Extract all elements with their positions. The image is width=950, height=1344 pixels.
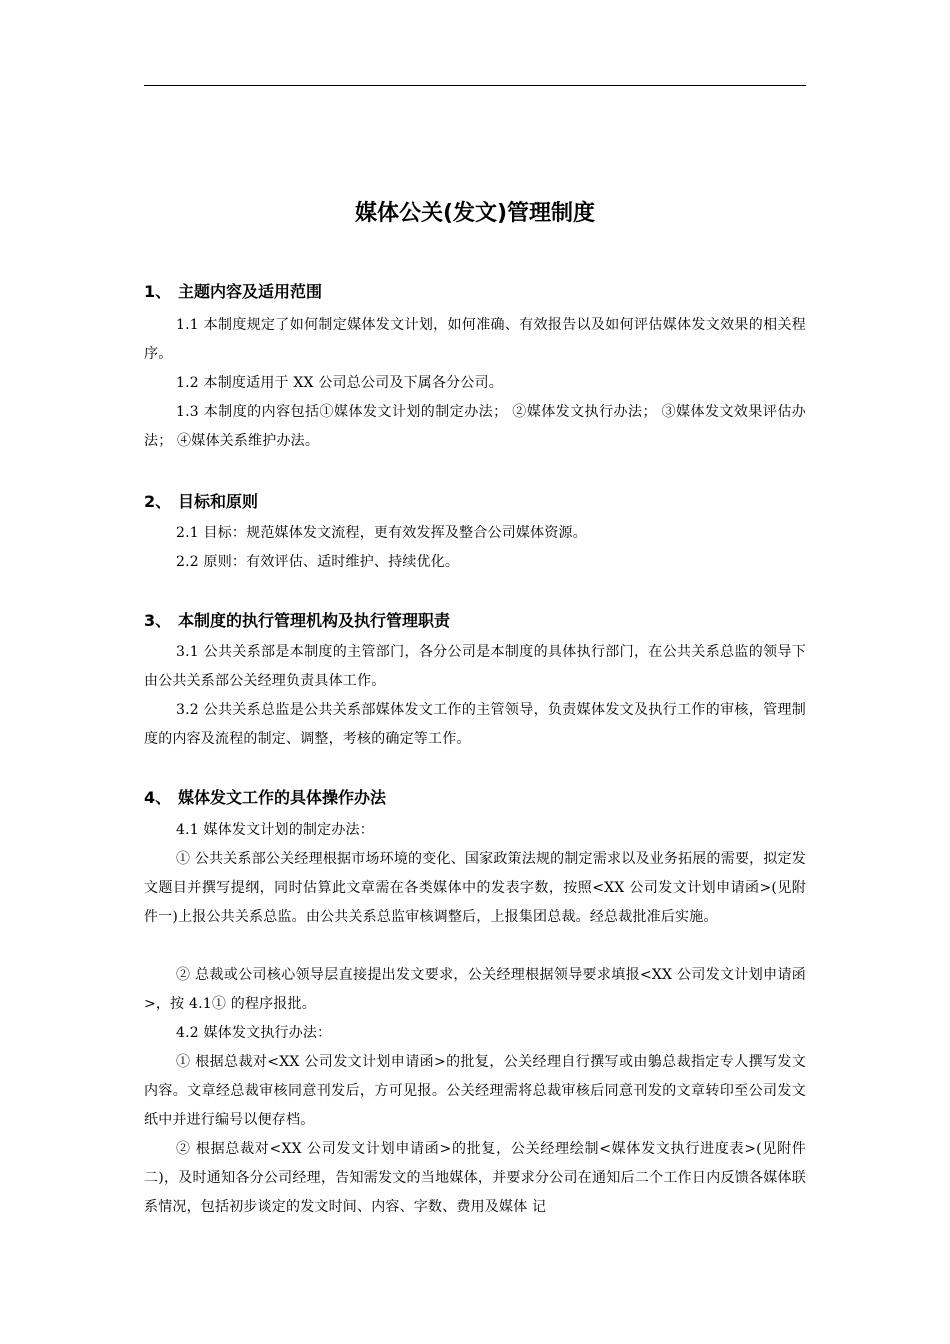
section-number: 1、 — [144, 282, 172, 301]
paragraph-1-2: 1.2 本制度适用于 XX 公司总公司及下属各分公司。 — [176, 375, 503, 391]
section-title: 目标和原则 — [178, 492, 259, 511]
section-heading-2 — [144, 490, 806, 514]
paragraph-4-1: 4.1 媒体发文计划的制定办法： — [176, 822, 374, 838]
paragraph-1-3: 1.3 本制度的内容包括①媒体发文计划的制定办法； ②媒体发文执行办法； ③媒体发文效果评估办法； ④媒体关系维护办法。 — [144, 404, 806, 449]
paragraph-1-1: 1.1 本制度规定了如何制定媒体发文计划，如何准确、有效报告以及如何评估媒体发文效果的相关程序。 — [144, 317, 806, 362]
paragraph-4-5: ① 根据总裁对<XX 公司发文计划申请函>的批复，公关经理自行撰写或由鵢总裁指定专人撰写发文内容。文章经总裁审核同意刊发后，方可见报。公关经理需将总裁审核后同意刊发的文章转印至公司发文纸中并进行编号以便存档。 — [144, 1054, 806, 1128]
section-heading-4 — [144, 786, 806, 810]
paragraph-4-4: 4.2 媒体发文执行办法： — [176, 1025, 332, 1041]
section-heading-1 — [144, 280, 806, 304]
paragraph-2-1: 2.1 目标：规范媒体发文流程，更有效发挥及整合公司媒体资源。 — [176, 525, 587, 541]
section-number: 3、 — [144, 611, 172, 630]
paragraph-4-3: ② 总裁或公司核心领导层直接提出发文要求，公关经理根据领导要求填报<XX 公司发文计划申请函>，按 4.1① 的程序报批。 — [144, 967, 806, 1012]
paragraph-4-2: ① 公共关系部公关经理根据市场环境的变化、国家政策法规的制定需求以及业务拓展的需要，拟定发文题目并撰写提纲，同时估算此文章需在各类媒体中的发表字数，按照<XX 公司发文计划申请函>(见附件一)上报公共关系总监。由公共关系总监审核调整后，上报集团总裁。经总裁批准后实施。 — [144, 851, 806, 925]
section-title: 媒体发文工作的具体操作办法 — [178, 788, 387, 807]
paragraph-2-2: 2.2 原则：有效评估、适时维护、持续优化。 — [176, 554, 460, 570]
paragraph-4-6: ② 根据总裁对<XX 公司发文计划申请函>的批复，公关经理绘制<媒体发文执行进度表>(见附件二)，及时通知各分公司经理，告知需发文的当地媒体，并要求分公司在通知后二个工作日内反馈各媒体联系情况，包括初步谈定的发文时间、内容、字数、费用及媒体 记 — [144, 1141, 806, 1215]
section-number: 2、 — [144, 492, 172, 511]
section-title: 本制度的执行管理机构及执行管理职责 — [178, 611, 451, 630]
paragraph-3-1: 3.1 公共关系部是本制度的主管部门，各分公司是本制度的具体执行部门，在公共关系总监的领导下由公共关系部公关经理负责具体工作。 — [144, 644, 806, 689]
section-heading-3 — [144, 609, 806, 633]
document-title: 媒体公关(发文)管理制度 — [354, 201, 596, 226]
section-title: 主题内容及适用范围 — [178, 282, 323, 301]
section-number: 4、 — [144, 788, 172, 807]
header-rule — [144, 85, 806, 86]
paragraph-3-2: 3.2 公共关系总监是公共关系部媒体发文工作的主管领导，负责媒体发文及执行工作的审核，管理制度的内容及流程的制定、调整，考核的确定等工作。 — [144, 702, 806, 747]
